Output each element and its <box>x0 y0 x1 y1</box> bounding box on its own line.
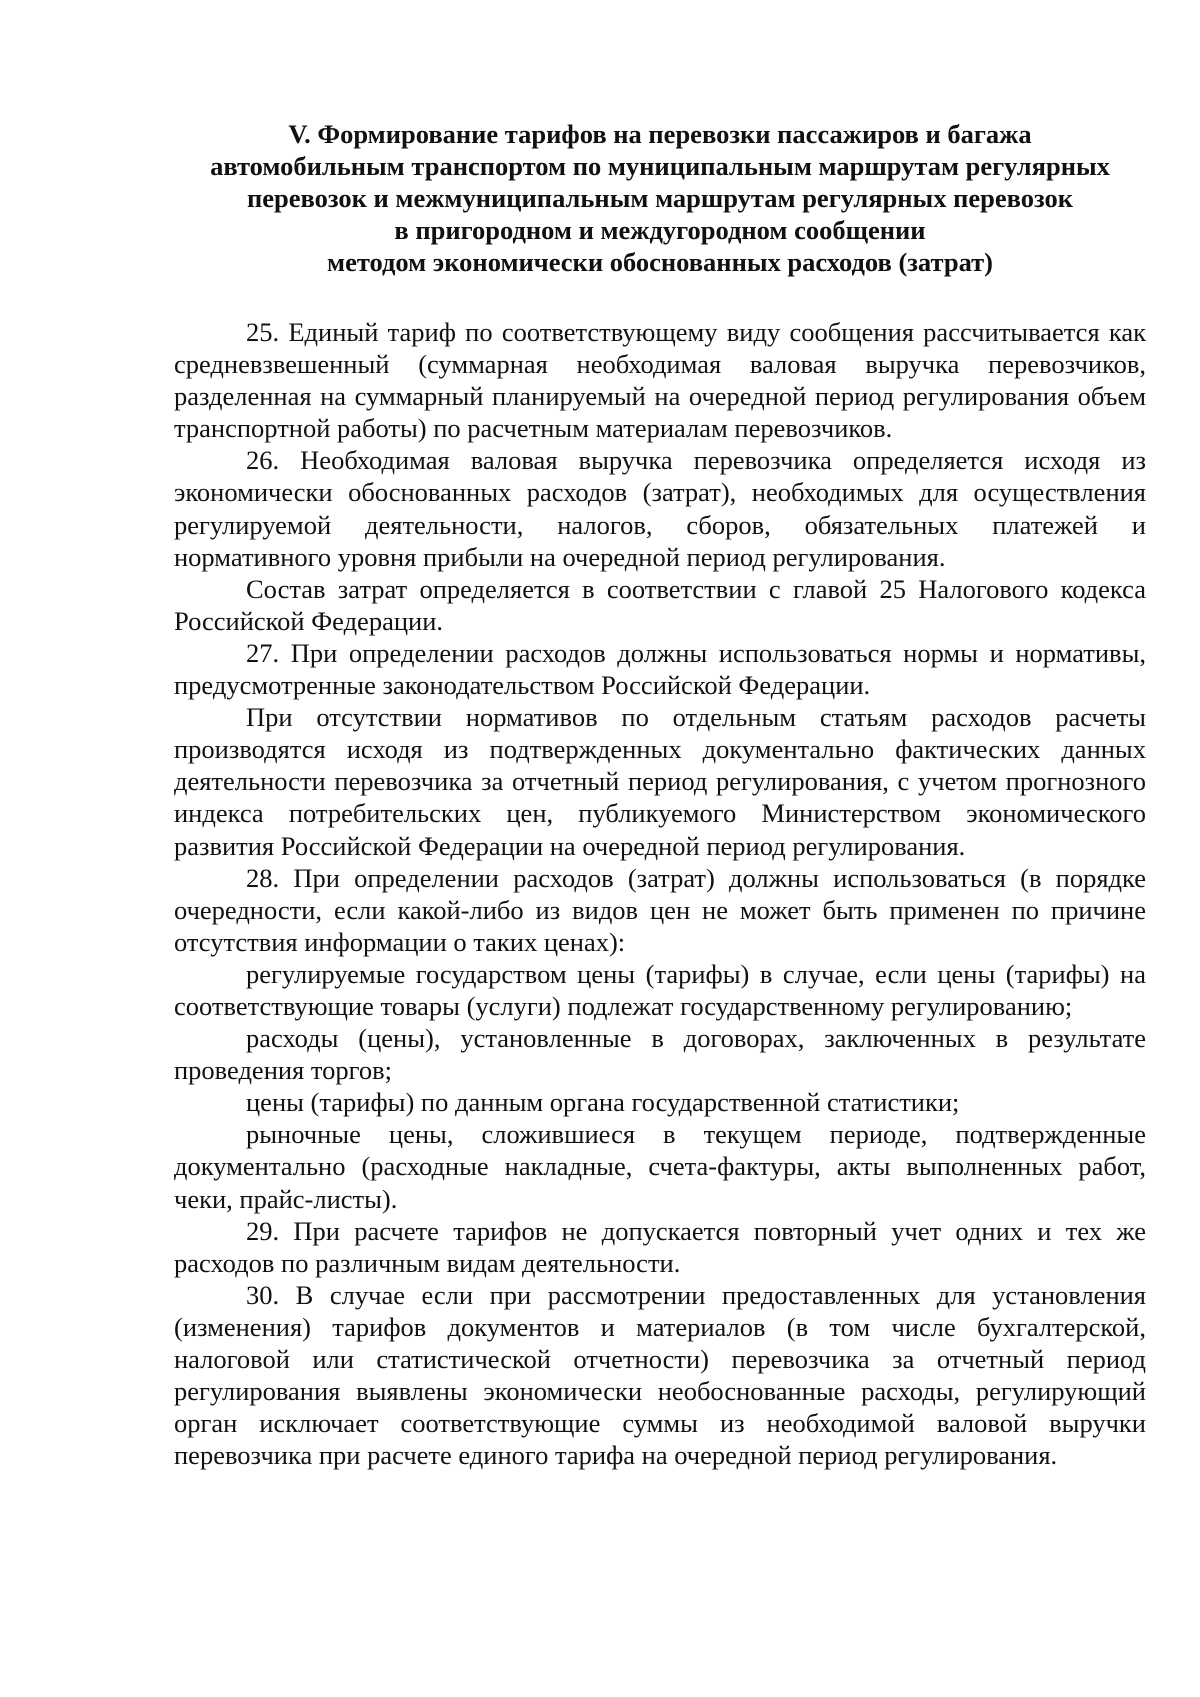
heading-line-4: в пригородном и междугородном сообщении <box>394 215 926 245</box>
paragraph-26: 26. Необходимая валовая выручка перевозчика определяется исходя из экономически обоснованных расходов (затрат), необходимых для осуществления регулируемой деятельности, налогов, сборов, обязательных платежей и нормативного уровня прибыли на очередной период регулирования. <box>174 445 1146 572</box>
heading-line-1: V. Формирование тарифов на перевозки пассажиров и багажа <box>288 119 1032 149</box>
paragraph-28-tender-prices: расходы (цены), установленные в договорах, заключенных в результате проведения торгов; <box>174 1023 1146 1086</box>
paragraph-25: 25. Единый тариф по соответствующему виду сообщения рассчитывается как средневзвешенный (суммарная необходимая валовая выручка перевозчиков, разделенная на суммарный планируемый на очередной период регулирования объем транспортной работы) по расчетным материалам перевозчиков. <box>174 317 1146 444</box>
document-body <box>174 316 1146 1471</box>
heading-line-3: перевозок и межмуниципальным маршрутам регулярных перевозок <box>246 183 1074 213</box>
paragraph-28-market-prices: рыночные цены, сложившиеся в текущем периоде, подтвержденные документально (расходные накладные, счета-фактуры, акты выполненных работ, чеки, прайс-листы). <box>174 1119 1146 1214</box>
section-heading <box>174 118 1146 278</box>
paragraph-27: 27. При определении расходов должны использоваться нормы и нормативы, предусмотренные законодательством Российской Федерации. <box>174 637 1146 701</box>
paragraph-29: 29. При расчете тарифов не допускается повторный учет одних и тех же расходов по различным видам деятельности. <box>174 1215 1146 1278</box>
paragraph-27-no-norms: При отсутствии нормативов по отдельным статьям расходов расчеты производятся исходя из подтвержденных документально фактических данных деятельности перевозчика за отчетный период регулирования, с учетом прогнозного индекса потребительских цен, публикуемого Министерством экономического развития Российской Федерации на очередной период регулирования. <box>174 702 1146 861</box>
heading-line-2: автомобильным транспортом по муниципальным маршрутам регулярных <box>210 151 1110 181</box>
document-page <box>174 118 1146 1471</box>
paragraph-28: 28. При определении расходов (затрат) должны использоваться (в порядке очередности, если какой-либо из видов цен не может быть применен по причине отсутствия информации о таких ценах): <box>174 862 1146 957</box>
heading-line-5: методом экономически обоснованных расходов (затрат) <box>327 247 993 277</box>
paragraph-28-regulated-prices: регулируемые государством цены (тарифы) в случае, если цены (тарифы) на соответствующие товары (услуги) подлежат государственному регулированию; <box>174 958 1146 1021</box>
paragraph-30: 30. В случае если при рассмотрении предоставленных для установления (изменения) тарифов документов и материалов (в том числе бухгалтерской, налоговой или статистической отчетности) перевозчика за отчетный период регулирования выявлены экономически необоснованные расходы, регулирующий орган исключает соответствующие суммы из необходимой валовой выручки перевозчика при расчете единого тарифа на очередной период регулирования. <box>174 1279 1146 1471</box>
paragraph-26-cost-composition: Состав затрат определяется в соответствии с главой 25 Налогового кодекса Российской Федерации. <box>174 573 1146 636</box>
paragraph-28-statistics-prices: цены (тарифы) по данным органа государственной статистики; <box>246 1087 960 1118</box>
